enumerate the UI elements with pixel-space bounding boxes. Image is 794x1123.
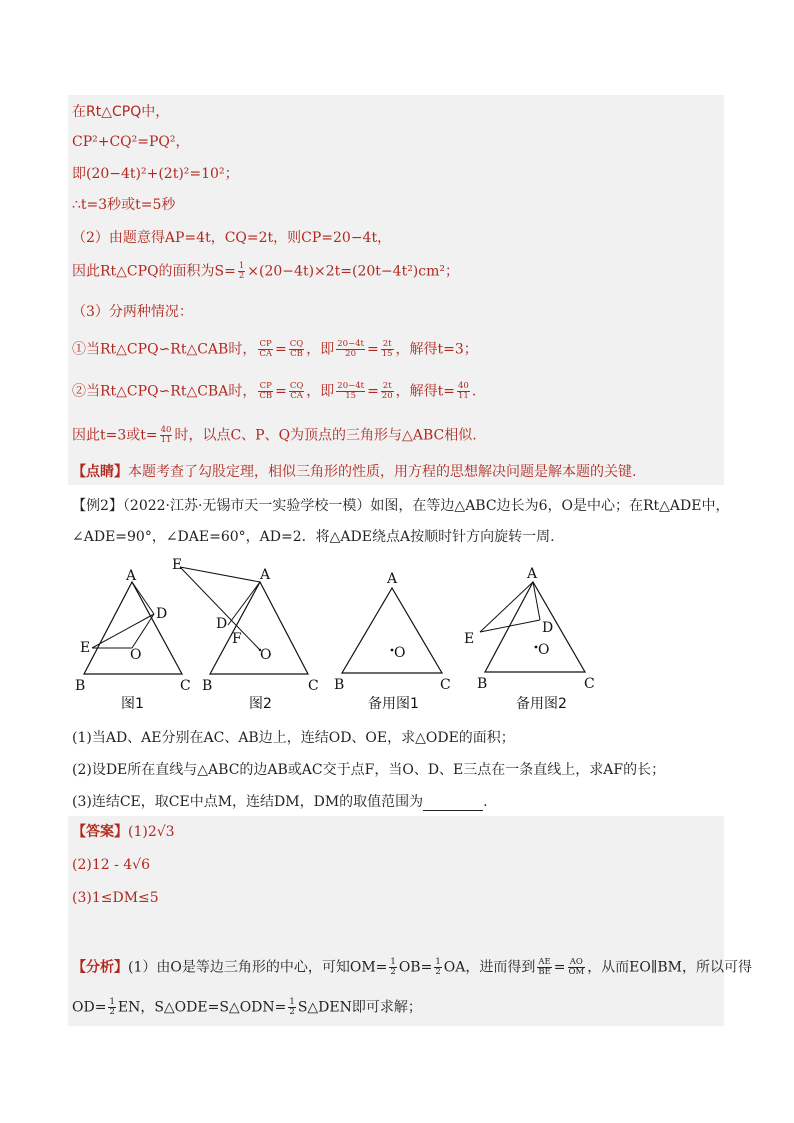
triangle-abc <box>342 588 442 673</box>
label-e: E <box>172 557 183 573</box>
numerator: CQ <box>289 381 304 391</box>
denominator: 2 <box>289 1007 295 1017</box>
denominator: CB <box>259 391 273 401</box>
numerator: 1 <box>289 997 295 1007</box>
numerator: 1 <box>390 957 396 967</box>
text: ，即 <box>306 383 335 400</box>
label-e: E <box>464 631 475 647</box>
text: 时，以点C、P、Q为顶点的三角形与△ABC相似. <box>174 427 477 444</box>
solution-line-2: CP²+CQ²=PQ²， <box>72 134 190 150</box>
denominator: BE <box>538 967 551 977</box>
label-f: F <box>232 631 242 647</box>
fraction <box>288 998 295 1017</box>
label-d: D <box>156 606 168 622</box>
backup-figure-2-svg <box>460 562 600 692</box>
numerator: 20−4t <box>337 381 365 391</box>
text: EN，S△ODE=S△ODN= <box>117 999 287 1016</box>
fraction <box>289 340 304 359</box>
point-o <box>535 646 538 649</box>
comment-tag: 【点睛】 <box>72 464 128 480</box>
text: . <box>483 794 488 810</box>
denominator: 11 <box>160 435 172 445</box>
denominator: OM <box>568 967 585 977</box>
denominator: 15 <box>381 349 393 359</box>
analysis-tag: 【分析】 <box>72 959 128 976</box>
label-b: B <box>75 678 86 692</box>
point-o <box>391 649 394 652</box>
denominator: CA <box>259 349 272 359</box>
denominator: 2 <box>435 967 441 977</box>
backup-figure-1 <box>330 565 460 692</box>
numerator: CQ <box>289 339 304 349</box>
fraction <box>336 340 365 359</box>
solution-line-1: 在Rt△CPQ中， <box>72 104 170 120</box>
numerator: 20−4t <box>337 339 364 349</box>
denominator: 11 <box>457 391 469 401</box>
solution-line-7: （3）分两种情况： <box>72 304 193 320</box>
label-b: B <box>477 676 488 692</box>
numerator: 2t <box>382 339 392 349</box>
solution-line-5: （2）由题意得AP=4t，CQ=2t，则CP=20−4t， <box>72 230 392 246</box>
segment-ad <box>228 582 260 625</box>
fraction <box>568 958 586 977</box>
text: (3)连结CE，取CE中点M，连结DM，DM的取值范围为 <box>72 794 424 810</box>
text: ，解得t=3； <box>395 341 478 358</box>
solution-line-10 <box>72 426 477 445</box>
equals: = <box>274 341 287 358</box>
segment-ae <box>480 582 533 632</box>
answer-1: (1)2√3 <box>128 824 175 840</box>
answer-3: (3)1≤DM≤5 <box>72 890 159 906</box>
example2-line-2: ∠ADE=90°，∠DAE=60°，AD=2．将△ADE绕点A按顺时针方向旋转一周. <box>72 529 555 545</box>
text: OA，进而得到 <box>443 959 536 976</box>
question-1: (1)当AD、AE分别在AC、AB边上，连结OD、OE，求△ODE的面积； <box>72 730 515 746</box>
fraction <box>336 382 365 401</box>
comment-line <box>72 463 636 481</box>
backup-figure-1-svg <box>330 565 460 692</box>
numerator: 40 <box>160 425 172 435</box>
segment-de <box>92 614 154 648</box>
answer-2: (2)12 - 4√6 <box>72 857 151 873</box>
denominator: 2 <box>109 1007 115 1017</box>
label-d: D <box>216 616 228 632</box>
answer-tag: 【答案】 <box>72 824 128 840</box>
label-o: O <box>538 642 550 658</box>
figure-2 <box>168 555 320 692</box>
solution-line-3: 即(20−4t)²+(2t)²=10²； <box>72 166 239 182</box>
fraction <box>258 340 273 359</box>
question-2: (2)设DE所在直线与△ABC的边AB或AC交于点F，当O、D、E三点在一条直线上，求AF的长； <box>72 762 666 778</box>
fraction <box>434 958 441 977</box>
solution-line-9 <box>72 382 476 401</box>
text: ×(20−4t)×2t=(20t−4t²)cm²； <box>247 263 459 280</box>
fraction <box>381 340 394 359</box>
caption-figure-2: 图2 <box>249 696 272 712</box>
numerator: 1 <box>109 997 115 1007</box>
fraction <box>160 426 173 445</box>
example2-line-1: 【例2】（2022·江苏·无锡市天一实验学校一模）如图，在等边△ABC边长为6，O是中心；在Rt△ADE中， <box>72 498 730 514</box>
numerator: CP <box>259 339 272 349</box>
equals: = <box>553 959 566 976</box>
numerator: AE <box>538 957 551 967</box>
numerator: CP <box>259 381 272 391</box>
text: ①当Rt△CPQ∽Rt△CAB时， <box>72 341 257 358</box>
figure-2-svg <box>168 555 320 692</box>
answer-block <box>68 816 724 1026</box>
label-c: C <box>584 676 595 692</box>
denominator: 15 <box>345 391 357 401</box>
fraction <box>537 958 551 977</box>
fraction <box>258 382 273 401</box>
label-b: B <box>334 677 345 692</box>
denominator: 2 <box>238 271 245 281</box>
backup-figure-2 <box>460 562 600 692</box>
equals: = <box>366 341 379 358</box>
segment-ad <box>132 582 154 614</box>
text: 因此Rt△CPQ的面积为S= <box>72 263 236 280</box>
solution-line-4: ∴t=3秒或t=5秒 <box>72 197 176 213</box>
numerator: 1 <box>238 261 245 271</box>
text: ，从而EO∥BM，所以可得 <box>587 959 752 976</box>
text: . <box>471 383 477 400</box>
analysis-line-2 <box>72 998 422 1017</box>
label-a: A <box>387 571 398 587</box>
text: ②当Rt△CPQ∽Rt△CBA时， <box>72 383 257 400</box>
segment-ed <box>480 620 540 632</box>
equals: = <box>367 383 379 400</box>
caption-backup-figure-2: 备用图2 <box>516 696 567 712</box>
comment-text: 本题考查了勾股定理，相似三角形的性质，用方程的思想解决问题是解本题的关键. <box>128 464 637 480</box>
denominator: CA <box>290 391 303 401</box>
label-a: A <box>260 567 271 583</box>
text: OB= <box>398 959 433 976</box>
question-3 <box>72 793 488 811</box>
caption-backup-figure-1: 备用图1 <box>368 696 419 712</box>
fraction <box>457 382 470 401</box>
text: ，即 <box>306 341 335 358</box>
label-d: D <box>542 620 554 636</box>
solution-line-8 <box>72 340 478 359</box>
denominator: 20 <box>345 349 356 359</box>
label-o: O <box>394 645 406 661</box>
fraction <box>389 958 396 977</box>
text: ，解得t= <box>395 383 455 400</box>
caption-figure-1: 图1 <box>121 696 144 712</box>
label-c: C <box>440 677 451 692</box>
label-a: A <box>527 566 538 582</box>
fraction <box>238 262 245 281</box>
text: OD= <box>72 999 107 1016</box>
label-o: O <box>130 647 142 663</box>
analysis-line-1 <box>72 958 752 977</box>
text: (1）由O是等边三角形的中心，可知OM= <box>128 959 388 976</box>
label-a: A <box>126 568 137 584</box>
numerator: 2t <box>382 381 392 391</box>
fraction <box>289 382 304 401</box>
denominator: CB <box>290 349 303 359</box>
numerator: 1 <box>435 957 441 967</box>
denominator: 20 <box>381 391 393 401</box>
denominator: 2 <box>390 967 396 977</box>
text: S△DEN即可求解； <box>297 999 422 1016</box>
numerator: 40 <box>457 381 469 391</box>
equals: = <box>275 383 287 400</box>
answer-line-1 <box>72 823 175 841</box>
label-c: C <box>180 678 190 692</box>
label-o: O <box>260 647 272 663</box>
fraction <box>108 998 115 1017</box>
fraction <box>381 382 394 401</box>
answer-blank <box>423 796 483 811</box>
text: 因此t=3或t= <box>72 427 158 444</box>
label-b: B <box>202 678 213 692</box>
solution-line-6 <box>72 262 459 281</box>
label-c: C <box>308 678 319 692</box>
label-e: E <box>80 640 91 656</box>
segment-od <box>132 614 154 648</box>
numerator: AO <box>568 958 586 968</box>
